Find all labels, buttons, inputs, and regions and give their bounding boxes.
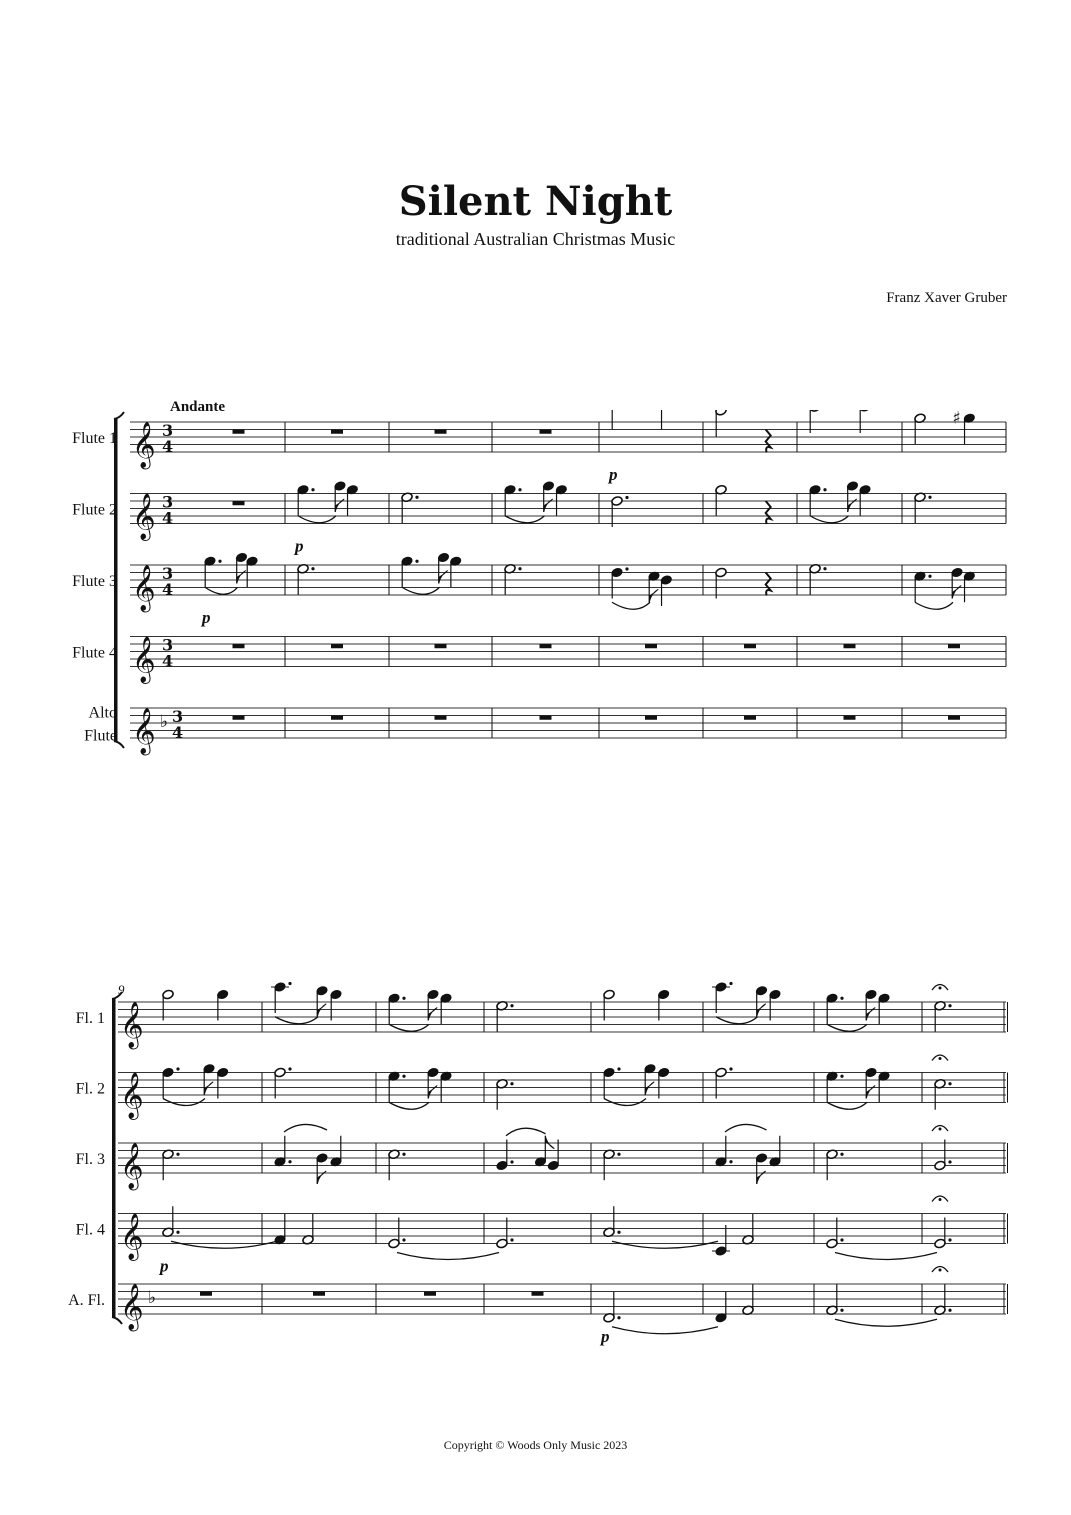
tie — [612, 1241, 718, 1248]
whole-rest — [313, 1292, 325, 1296]
whole-rest — [844, 644, 856, 648]
augmentation-dot — [617, 1316, 620, 1319]
staff-2 — [72, 481, 1006, 556]
augmentation-dot — [176, 1231, 179, 1234]
augmentation-dot — [402, 1153, 405, 1156]
time-signature-lower: 4 — [162, 437, 174, 456]
score-title: Silent Night — [398, 178, 673, 225]
fermata-dot — [939, 1128, 942, 1131]
whole-rest — [744, 716, 756, 720]
augmentation-dot — [218, 560, 221, 563]
whole-rest — [435, 644, 447, 648]
augmentation-dot — [510, 1004, 513, 1007]
augmentation-dot — [840, 1238, 843, 1241]
augmentation-dot — [948, 1309, 951, 1312]
slur — [389, 1102, 429, 1109]
slur — [827, 1024, 867, 1031]
dynamic-marking: p — [609, 465, 618, 484]
eighth-flag — [649, 589, 658, 602]
slur — [275, 1017, 318, 1024]
eighth-flag — [317, 1004, 326, 1017]
augmentation-dot — [729, 1160, 732, 1163]
instrument-label: Fl. 3 — [75, 1151, 105, 1168]
augmentation-dot — [176, 1067, 179, 1070]
slur — [716, 1017, 758, 1024]
whole-rest — [200, 1292, 212, 1296]
measure-number: 9 — [118, 982, 125, 997]
key-signature-flat: ♭ — [160, 712, 169, 732]
augmentation-dot — [617, 1067, 620, 1070]
augmentation-dot — [510, 1238, 513, 1241]
staff-5 — [68, 1267, 1007, 1347]
slur — [612, 602, 650, 609]
whole-rest — [948, 644, 960, 648]
augmentation-dot — [729, 1067, 732, 1070]
score-system-2 — [0, 980, 1071, 1360]
eighth-flag — [545, 1136, 554, 1149]
sharp-accidental: ♯ — [952, 410, 961, 429]
augmentation-dot — [288, 1160, 291, 1163]
whole-rest — [233, 501, 245, 505]
instrument-label: Flute 3 — [72, 573, 117, 590]
augmentation-dot — [510, 1082, 513, 1085]
quarter-rest — [766, 430, 771, 453]
augmentation-dot — [510, 1160, 513, 1163]
whole-rest — [540, 430, 552, 434]
treble-clef: 𝄞 — [132, 636, 156, 683]
augmentation-dot — [402, 997, 405, 1000]
augmentation-dot — [402, 1238, 405, 1241]
slur — [205, 587, 238, 594]
tie — [835, 1319, 937, 1326]
slur — [827, 1102, 867, 1109]
time-signature-upper: 3 — [162, 492, 174, 512]
time-signature-lower: 4 — [172, 723, 184, 742]
augmentation-dot — [948, 1238, 951, 1241]
slur — [284, 1124, 327, 1132]
augmentation-dot — [928, 575, 931, 578]
tie — [835, 1253, 937, 1260]
staff-4 — [72, 636, 1006, 685]
augmentation-dot — [518, 567, 521, 570]
staff-3 — [72, 552, 1006, 627]
whole-rest — [435, 430, 447, 434]
composer-name: Franz Xaver Gruber — [886, 290, 1007, 306]
augmentation-dot — [948, 1082, 951, 1085]
augmentation-dot — [625, 567, 628, 570]
staff-4 — [76, 1196, 1008, 1276]
treble-clef: 𝄞 — [132, 565, 156, 611]
augmentation-dot — [415, 496, 418, 499]
whole-rest — [233, 716, 245, 720]
instrument-label: Alto — [88, 704, 117, 722]
whole-rest — [435, 716, 447, 720]
key-signature-flat: ♭ — [148, 1288, 157, 1308]
augmentation-dot — [948, 1004, 951, 1007]
fermata-dot — [939, 1198, 942, 1201]
whole-rest — [331, 716, 343, 720]
augmentation-dot — [176, 1153, 179, 1156]
time-signature-upper: 3 — [162, 421, 174, 440]
score-system-1 — [0, 410, 1071, 770]
treble-clef: 𝄞 — [120, 1284, 144, 1330]
instrument-label: Fl. 2 — [75, 1080, 105, 1098]
whole-rest — [645, 644, 657, 648]
whole-rest — [948, 716, 960, 720]
time-signature-lower: 4 — [162, 580, 174, 599]
instrument-label: A. Fl. — [68, 1292, 105, 1309]
augmentation-dot — [311, 488, 314, 491]
slur — [402, 587, 440, 594]
augmentation-dot — [617, 1153, 620, 1156]
staff-3 — [76, 1124, 1008, 1191]
augmentation-dot — [823, 567, 826, 570]
slur — [505, 516, 545, 523]
slur — [915, 602, 953, 609]
fermata-dot — [939, 987, 942, 990]
whole-rest — [424, 1292, 436, 1296]
treble-clef: 𝄞 — [120, 1213, 144, 1260]
slur — [725, 1124, 767, 1132]
augmentation-dot — [288, 1067, 291, 1070]
treble-clef: 𝄞 — [132, 493, 156, 540]
augmentation-dot — [288, 982, 291, 985]
augmentation-dot — [402, 1075, 405, 1078]
eighth-flag — [204, 1082, 213, 1095]
whole-rest — [532, 1292, 544, 1296]
whole-rest — [744, 644, 756, 648]
time-signature-lower: 4 — [162, 508, 174, 528]
quarter-rest — [766, 501, 771, 524]
augmentation-dot — [729, 982, 732, 985]
tie — [397, 1253, 499, 1260]
whole-rest — [233, 430, 245, 434]
slur — [163, 1099, 205, 1106]
augmentation-dot — [625, 496, 628, 499]
whole-rest — [540, 716, 552, 720]
dynamic-marking: p — [160, 1256, 169, 1276]
augmentation-dot — [617, 1231, 620, 1234]
staff-5 — [84, 705, 1006, 757]
augmentation-dot — [948, 1160, 951, 1163]
tie — [612, 1327, 718, 1334]
augmentation-dot — [840, 1075, 843, 1078]
bracket-hook — [114, 412, 124, 419]
treble-clef: 𝄞 — [120, 1002, 144, 1048]
augmentation-dot — [823, 488, 826, 491]
dynamic-marking: p — [295, 536, 304, 556]
augmentation-dot — [311, 567, 314, 570]
instrument-label: Flute 2 — [72, 501, 117, 519]
fermata-dot — [939, 1057, 942, 1060]
whole-rest — [540, 644, 552, 648]
time-signature-lower: 4 — [162, 651, 174, 671]
augmentation-dot — [518, 488, 521, 491]
treble-clef: 𝄞 — [120, 1143, 144, 1189]
whole-rest — [331, 644, 343, 648]
time-signature-upper: 3 — [162, 635, 174, 655]
augmentation-dot — [415, 560, 418, 563]
time-signature-upper: 3 — [162, 564, 174, 583]
whole-rest — [645, 716, 657, 720]
dynamic-marking: p — [202, 608, 211, 627]
score-subtitle: traditional Australian Christmas Music — [395, 229, 676, 249]
staff-2 — [76, 1055, 1008, 1121]
eighth-flag — [757, 1004, 766, 1017]
treble-clef: 𝄞 — [132, 708, 156, 754]
slur — [506, 1128, 546, 1136]
tempo-marking: Andante — [170, 399, 226, 415]
whole-rest — [331, 430, 343, 434]
treble-clef: 𝄞 — [120, 1072, 144, 1119]
augmentation-dot — [840, 997, 843, 1000]
instrument-label: Flute 4 — [72, 644, 117, 662]
instrument-label: Flute 1 — [72, 430, 117, 447]
whole-rest — [844, 716, 856, 720]
augmentation-dot — [840, 1309, 843, 1312]
treble-clef: 𝄞 — [132, 422, 156, 468]
instrument-label: Fl. 1 — [75, 1010, 105, 1027]
time-signature-upper: 3 — [172, 707, 184, 726]
slur — [389, 1024, 429, 1031]
slur — [298, 516, 336, 523]
tie — [171, 1241, 277, 1248]
slur — [810, 516, 849, 523]
staff-1 — [76, 982, 1008, 1050]
instrument-label: Flute — [84, 727, 117, 745]
dynamic-marking: p — [601, 1327, 610, 1346]
augmentation-dot — [928, 496, 931, 499]
system-bracket — [112, 999, 116, 1317]
whole-rest — [233, 644, 245, 648]
copyright-notice: Copyright © Woods Only Music 2023 — [443, 1438, 628, 1452]
staff-1 — [72, 410, 1006, 484]
quarter-rest — [766, 573, 771, 596]
fermata-dot — [939, 1269, 942, 1272]
eighth-flag — [645, 1082, 654, 1095]
instrument-label: Fl. 4 — [75, 1221, 105, 1239]
slur — [604, 1099, 646, 1106]
augmentation-dot — [840, 1153, 843, 1156]
